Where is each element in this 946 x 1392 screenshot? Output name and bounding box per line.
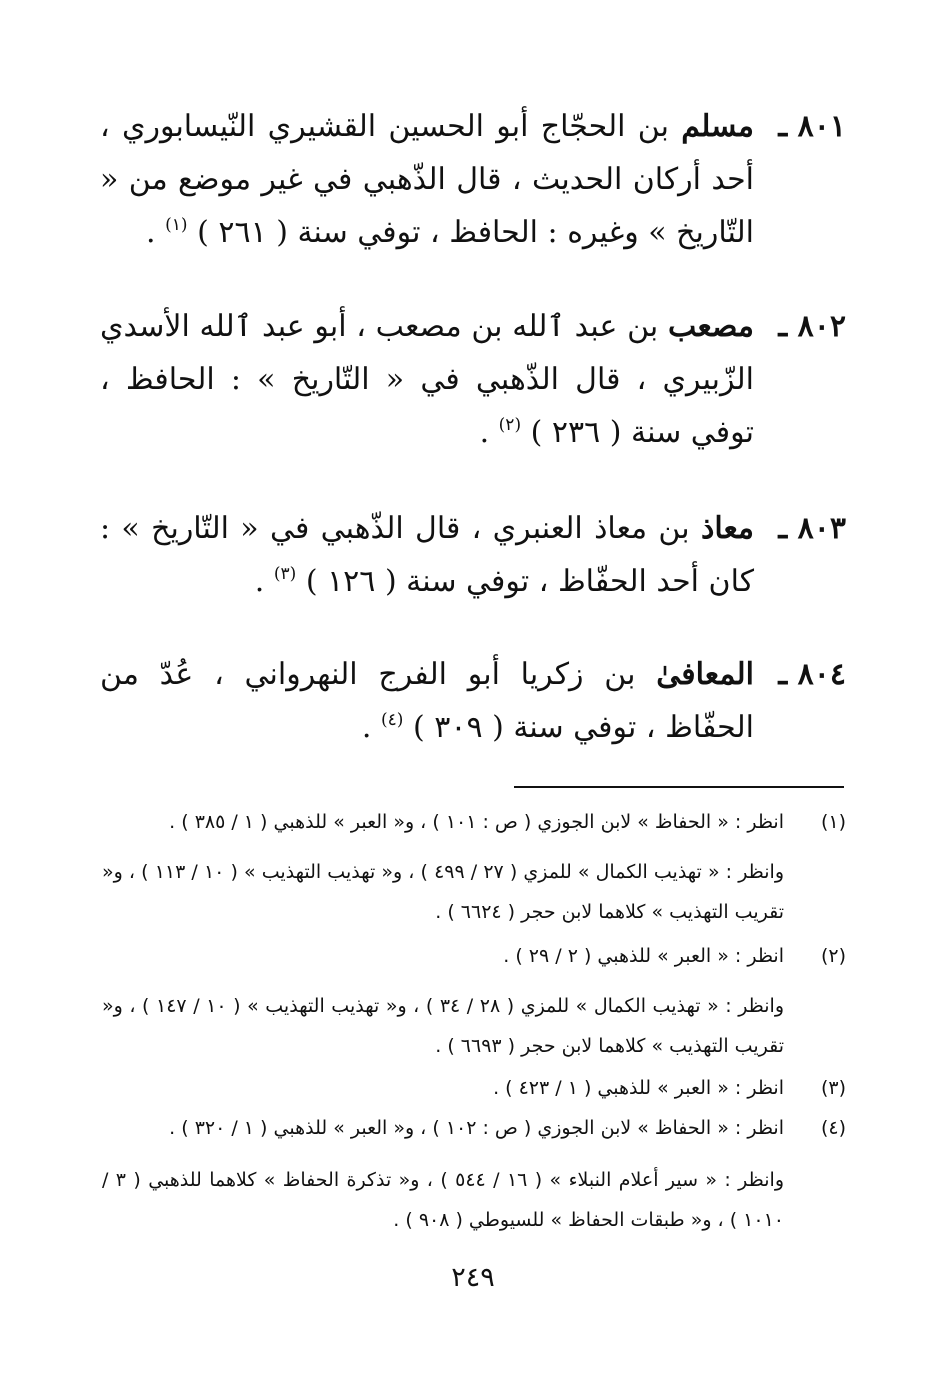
entry-end: . — [479, 415, 490, 450]
entry-801 — [98, 100, 846, 259]
footnote-text: انظر : « الحفاظ » لابن الجوزي ( ص : ١٠٢ ) ، و« العبر » للذهبي ( ١ / ٣٢٠ ) . — [169, 1117, 784, 1139]
footnote-text: انظر : « العبر » للذهبي ( ١ / ٤٢٣ ) . — [493, 1077, 784, 1099]
footnote-number: (٤) — [820, 1117, 846, 1139]
entry-name: المعافىٰ — [656, 657, 755, 692]
footnote-4-continuation: وانظر : « سير أعلام النبلاء » ( ١٦ / ٥٤٤ ) ، و« تذكرة الحفاظ » كلاهما للذهبي ( ٣ / ١٠١٠ ) ، و« طبقات الحفاظ » للسيوطي ( ٩٠٨ ) . — [102, 1169, 784, 1231]
entry-text: بن الحجّاج أبو الحسين القشيري النّيسابوري ، أحد أركان الحديث ، قال الذّهبي في غير موضع من « التّاريخ » وغيره : الحافظ ، توفي سنة ( ٢٦١ ) — [100, 109, 754, 250]
entry-end: . — [146, 215, 156, 250]
footnote-ref[interactable]: (٢) — [498, 415, 522, 435]
entry-name: معاذ — [700, 511, 754, 546]
entry-number: ٨٠٢ ـ — [778, 309, 846, 344]
footnote-ref[interactable]: (٤) — [381, 710, 404, 730]
entry-number: ٨٠٤ ـ — [778, 657, 846, 692]
entry-body — [100, 502, 754, 608]
entry-number: ٨٠١ ـ — [778, 109, 846, 144]
entry-803 — [98, 502, 846, 608]
footnote-number: (١) — [820, 811, 846, 833]
footnote-2 — [98, 940, 846, 972]
entry-text: بن زكريا أبو الفرج النهرواني ، عُدّ من الحفّاظ ، توفي سنة ( ٣٠٩ ) — [100, 657, 754, 745]
page-number: ٢٤٩ — [451, 1262, 495, 1293]
entry-end: . — [361, 710, 372, 745]
footnote-2-continuation: وانظر : « تهذيب الكمال » للمزي ( ٢٨ / ٣٤ ) ، و« تهذيب التهذيب » ( ١٠ / ١٤٧ ) ، و« تقريب التهذيب » كلاهما لابن حجر ( ٦٦٩٣ ) . — [102, 995, 785, 1057]
footnote-1 — [98, 806, 846, 838]
footnote-text: انظر : « الحفاظ » لابن الجوزي ( ص : ١٠١ ) ، و« العبر » للذهبي ( ١ / ٣٨٥ ) . — [169, 811, 784, 833]
footnote-number: (٢) — [820, 945, 846, 967]
entry-804 — [98, 648, 846, 754]
footnote-3 — [98, 1072, 846, 1104]
entry-text: بن عبد ٱلله بن مصعب ، أبو عبد ٱلله الأسدي الزّبيري ، قال الذّهبي في « التّاريخ » : الحافظ ، توفي سنة ( ٢٣٦ ) — [100, 309, 754, 450]
footnote-ref[interactable]: (١) — [165, 215, 188, 235]
footnote-number: (٣) — [820, 1077, 846, 1099]
footnote-separator — [514, 786, 844, 788]
footnote-4 — [98, 1112, 846, 1144]
entry-802 — [98, 300, 846, 459]
entry-body — [100, 648, 754, 754]
footnote-text: انظر : « العبر » للذهبي ( ٢ / ٢٩ ) . — [503, 945, 784, 967]
entry-body — [100, 300, 754, 459]
footnote-1-continuation: وانظر : « تهذيب الكمال » للمزي ( ٢٧ / ٤٩٩ ) ، و« تهذيب التهذيب » ( ١٠ / ١١٣ ) ، و« تقريب التهذيب » كلاهما لابن حجر ( ٦٦٢٤ ) . — [102, 861, 785, 923]
entry-number: ٨٠٣ ـ — [778, 511, 846, 546]
entry-text: بن معاذ العنبري ، قال الذّهبي في « التّاريخ » : كان أحد الحفّاظ ، توفي سنة ( ١٢٦ ) — [100, 511, 754, 599]
entry-body — [100, 100, 754, 259]
entry-name: مسلم — [681, 109, 754, 144]
entry-name: مصعب — [667, 309, 754, 344]
footnote-ref[interactable]: (٣) — [273, 564, 297, 584]
entry-end: . — [254, 564, 265, 599]
